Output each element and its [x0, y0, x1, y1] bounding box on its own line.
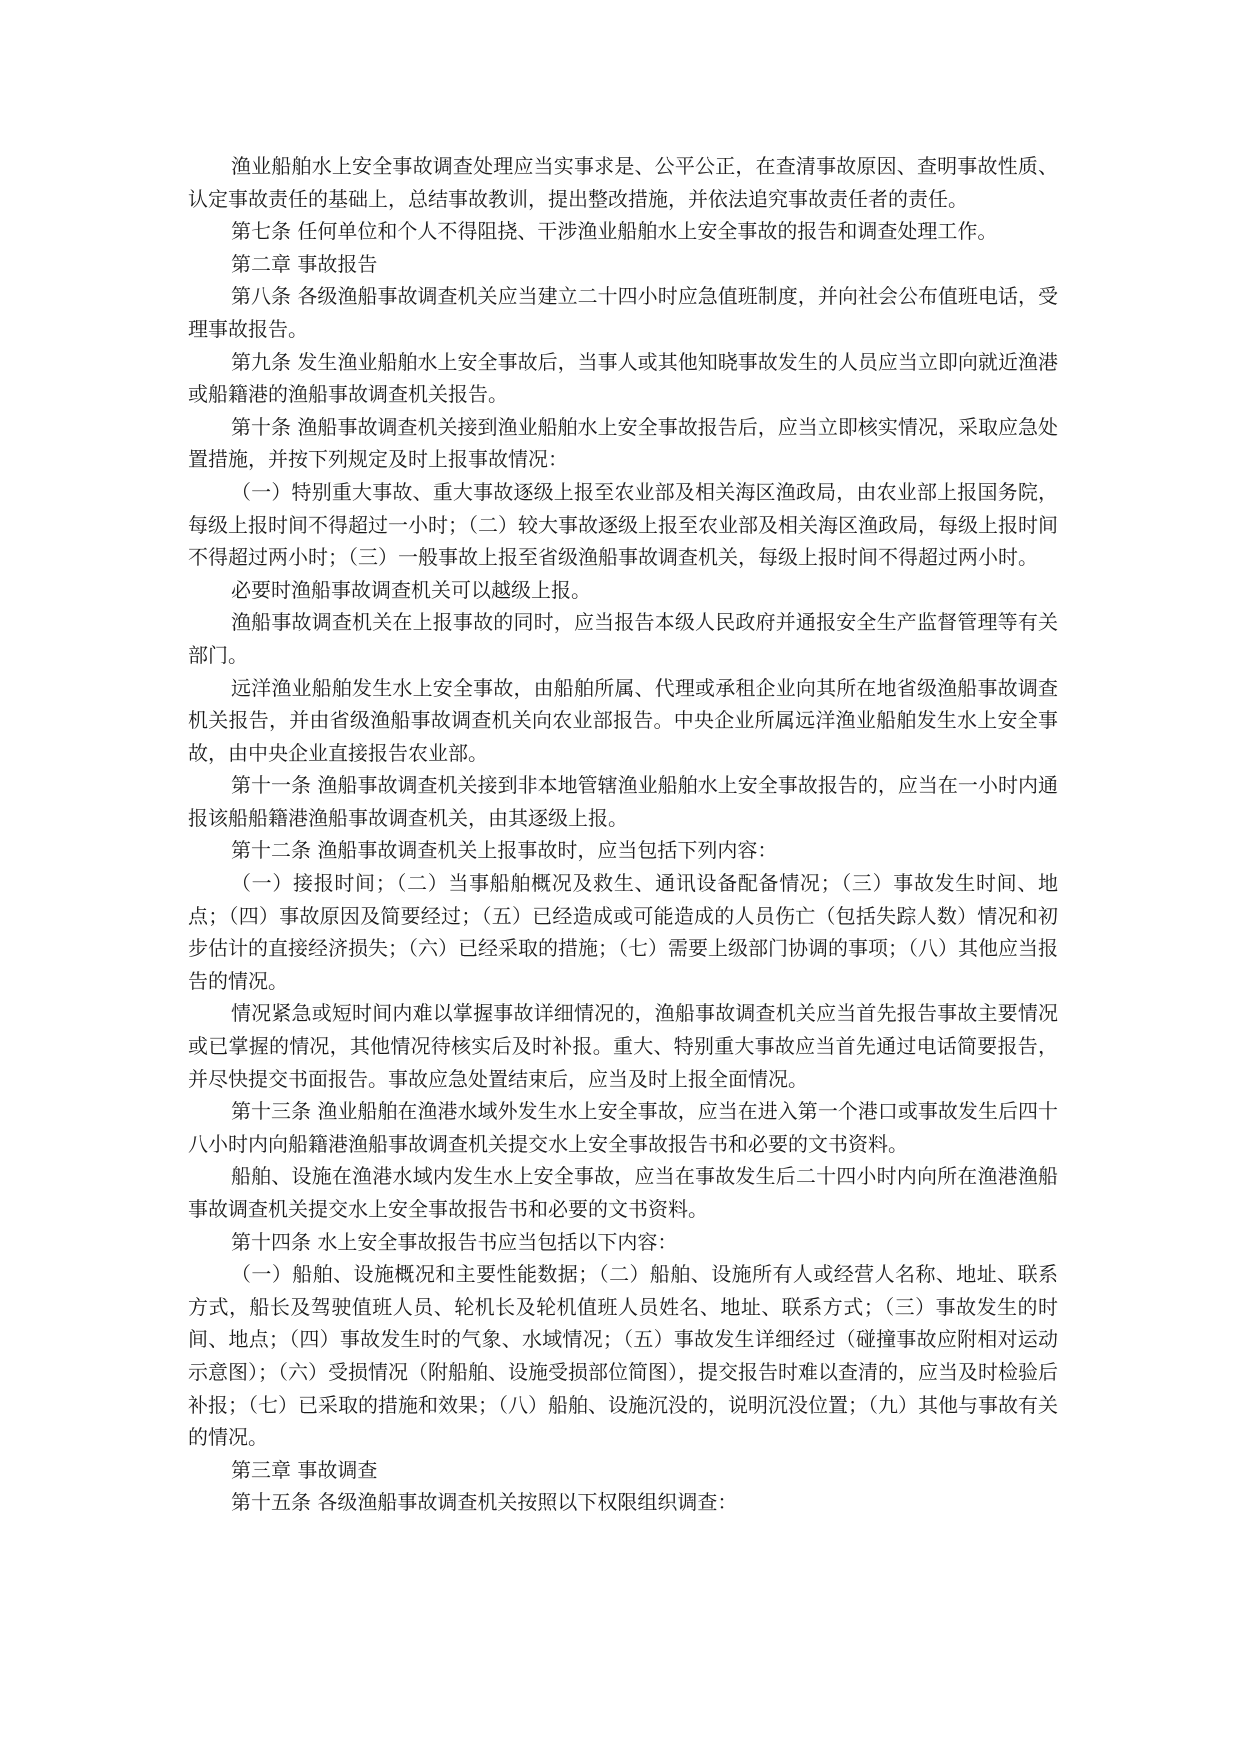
paragraph-principle: 渔业船舶水上安全事故调查处理应当实事求是、公平公正，在查清事故原因、查明事故性质、认定事故责任的基础上，总结事故教训，提出整改措施，并依法追究事故责任者的责任。 — [188, 154, 1058, 211]
chapter-3-heading: 第三章 事故调查 — [231, 1457, 378, 1482]
article-14-items: （一）船舶、设施概况和主要性能数据；（二）船舶、设施所有人或经营人名称、地址、联系方式，船长及驾驶值班人员、轮机长及轮机值班人员姓名、地址、联系方式；（三）事故发生的时间、地点；（四）事故发生时的气象、水域情况；（五）事故发生详细经过（碰撞事故应附相对运动示意图）；（六）受损情况（附船舶、设施受损部位简图），提交报告时难以查清的，应当及时检验后补报；（七）已采取的措施和效果；（八）船舶、设施沉没的，说明沉没位置；（九）其他与事故有关的情况。 — [188, 1262, 1058, 1450]
article-8: 第八条 各级渔船事故调查机关应当建立二十四小时应急值班制度，并向社会公布值班电话，受理事故报告。 — [188, 284, 1058, 341]
article-15: 第十五条 各级渔船事故调查机关按照以下权限组织调查： — [231, 1490, 738, 1515]
document-body — [188, 150, 1058, 1519]
article-10-bypass: 必要时渔船事故调查机关可以越级上报。 — [231, 577, 591, 602]
article-14: 第十四条 水上安全事故报告书应当包括以下内容： — [231, 1229, 678, 1254]
chapter-2-heading: 第二章 事故报告 — [231, 251, 378, 276]
article-10-items: （一）特别重大事故、重大事故逐级上报至农业部及相关海区渔政局，由农业部上报国务院，每级上报时间不得超过一小时；（二）较大事故逐级上报至农业部及相关海区渔政局，每级上报时间不得超过两小时；（三）一般事故上报至省级渔船事故调查机关，每级上报时间不得超过两小时。 — [188, 479, 1058, 570]
article-12-items: （一）接报时间；（二）当事船舶概况及救生、通讯设备配备情况；（三）事故发生时间、地点；（四）事故原因及简要经过；（五）已经造成或可能造成的人员伤亡（包括失踪人数）情况和初步估计的直接经济损失；（六）已经采取的措施；（七）需要上级部门协调的事项；（八）其他应当报告的情况。 — [188, 871, 1058, 993]
article-11: 第十一条 渔船事故调查机关接到非本地管辖渔业船舶水上安全事故报告的，应当在一小时内通报该船船籍港渔船事故调查机关，由其逐级上报。 — [188, 773, 1058, 830]
article-12-urgent: 情况紧急或短时间内难以掌握事故详细情况的，渔船事故调查机关应当首先报告事故主要情况或已掌握的情况，其他情况待核实后及时补报。重大、特别重大事故应当首先通过电话简要报告，并尽快提交书面报告。事故应急处置结束后，应当及时上报全面情况。 — [188, 1001, 1058, 1091]
article-10: 第十条 渔船事故调查机关接到渔业船舶水上安全事故报告后，应当立即核实情况，采取应急处置措施，并按下列规定及时上报事故情况： — [188, 414, 1058, 472]
article-13-port: 船舶、设施在渔港水域内发生水上安全事故，应当在事故发生后二十四小时内向所在渔港渔船事故调查机关提交水上安全事故报告书和必要的文书资料。 — [188, 1164, 1058, 1221]
article-7: 第七条 任何单位和个人不得阻挠、干涉渔业船舶水上安全事故的报告和调查处理工作。 — [231, 219, 998, 244]
article-9: 第九条 发生渔业船舶水上安全事故后，当事人或其他知晓事故发生的人员应当立即向就近渔港或船籍港的渔船事故调查机关报告。 — [188, 349, 1058, 407]
article-10-notify: 渔船事故调查机关在上报事故的同时，应当报告本级人民政府并通报安全生产监督管理等有关部门。 — [188, 610, 1058, 667]
article-12: 第十二条 渔船事故调查机关上报事故时，应当包括下列内容： — [231, 838, 778, 863]
article-10-distant-water: 远洋渔业船舶发生水上安全事故，由船舶所属、代理或承租企业向其所在地省级渔船事故调查机关报告，并由省级渔船事故调查机关向农业部报告。中央企业所属远洋渔业船舶发生水上安全事故，由中央企业直接报告农业部。 — [188, 675, 1058, 765]
article-13: 第十三条 渔业船舶在渔港水域外发生水上安全事故，应当在进入第一个港口或事故发生后四十八小时内向船籍港渔船事故调查机关提交水上安全事故报告书和必要的文书资料。 — [188, 1099, 1058, 1156]
